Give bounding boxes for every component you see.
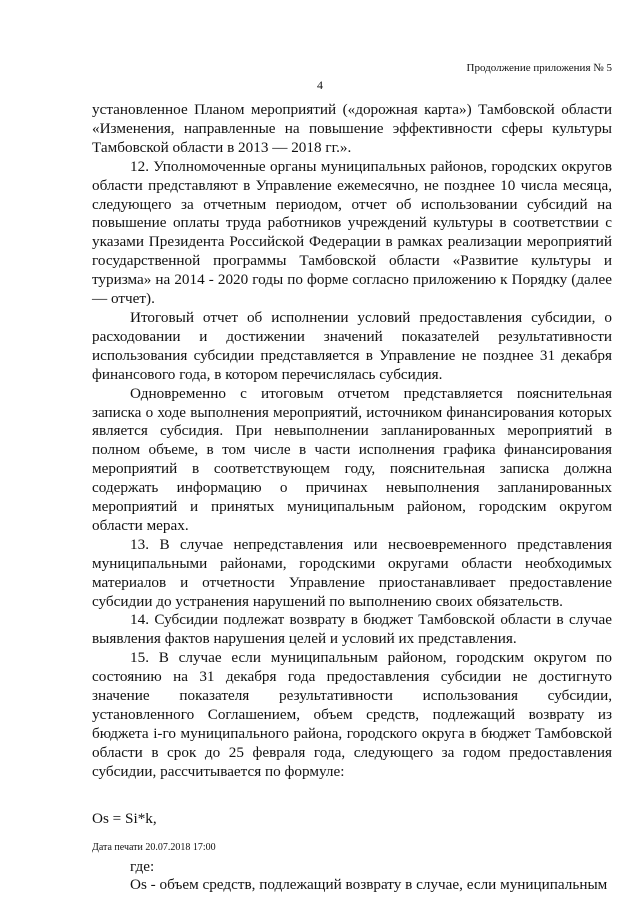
definition-os: Os - объем средств, подлежащий возврату в случае, если муниципальным bbox=[130, 876, 608, 894]
formula: Os = Si*k, bbox=[92, 809, 157, 827]
page-number: 4 bbox=[317, 78, 323, 92]
paragraph-item-15: 15. В случае если муниципальным районом, городским округом по состоянию на 31 декабря года предоставления субсидии не достигнуто значение показателя результативности использования субсидии, установленного Соглашением, объем средств, подлежащий возврату из бюджета i-го муниципального района, городского округа в бюджет Тамбовской области в срок до 25 февраля года, следующего за годом предоставления субсидии, рассчитывается по формуле: bbox=[92, 649, 612, 780]
print-date: Дата печати 20.07.2018 17:00 bbox=[92, 842, 216, 853]
paragraph-item-12: 12. Уполномоченные органы муниципальных районов, городских округов области представляют в Управление ежемесячно, не позднее 10 числа месяца, следующего за отчетным периодом, отчет об использовании субсидий на повышение оплаты труда работников учреждений культуры в соответствии с указами Президента Российской Федерации в рамках реализации мероприятий государственной программы Тамбовской области «Развитие культуры и туризма» на 2014 - 2020 годы по форме согласно приложению к Порядку (далее — отчет). bbox=[92, 157, 612, 308]
paragraph-final-report: Итоговый отчет об исполнении условий предоставления субсидии, о расходовании и достижении значений показателей результативности использования субсидии представляется в Управление не позднее 31 декабря финансового года, в котором перечислялась субсидия. bbox=[92, 308, 612, 383]
paragraph-item-14: 14. Субсидии подлежат возврату в бюджет Тамбовской области в случае выявления фактов нарушения целей и условий их представления. bbox=[92, 611, 612, 648]
document-body bbox=[92, 101, 612, 895]
where-label: где: bbox=[130, 857, 155, 875]
paragraph-explanatory-note: Одновременно с итоговым отчетом представляется пояснительная записка о ходе выполнения мероприятий, источником финансирования которых является субсидия. При невыполнении запланированных мероприятий в полном объеме, в том числе в части исполнения графика финансирования мероприятий в соответствующем году, пояснительная записка должна содержать информацию о причинах невыполнения запланированных мероприятий и принятых муниципальным районом, городским округом области мерах. bbox=[92, 384, 612, 534]
paragraph-continuation: установленное Планом мероприятий («дорожная карта») Тамбовской области «Изменения, направленные на повышение эффективности сферы культуры Тамбовской области в 2013 — 2018 гг.». bbox=[92, 101, 612, 156]
paragraph-item-13: 13. В случае непредставления или несвоевременного представления муниципальными районами, городскими округами области необходимых материалов и отчетности Управление приостанавливает предоставление субсидии до устранения нарушений по выполнению своих обязательств. bbox=[92, 535, 612, 610]
appendix-note: Продолжение приложения № 5 bbox=[466, 62, 612, 74]
